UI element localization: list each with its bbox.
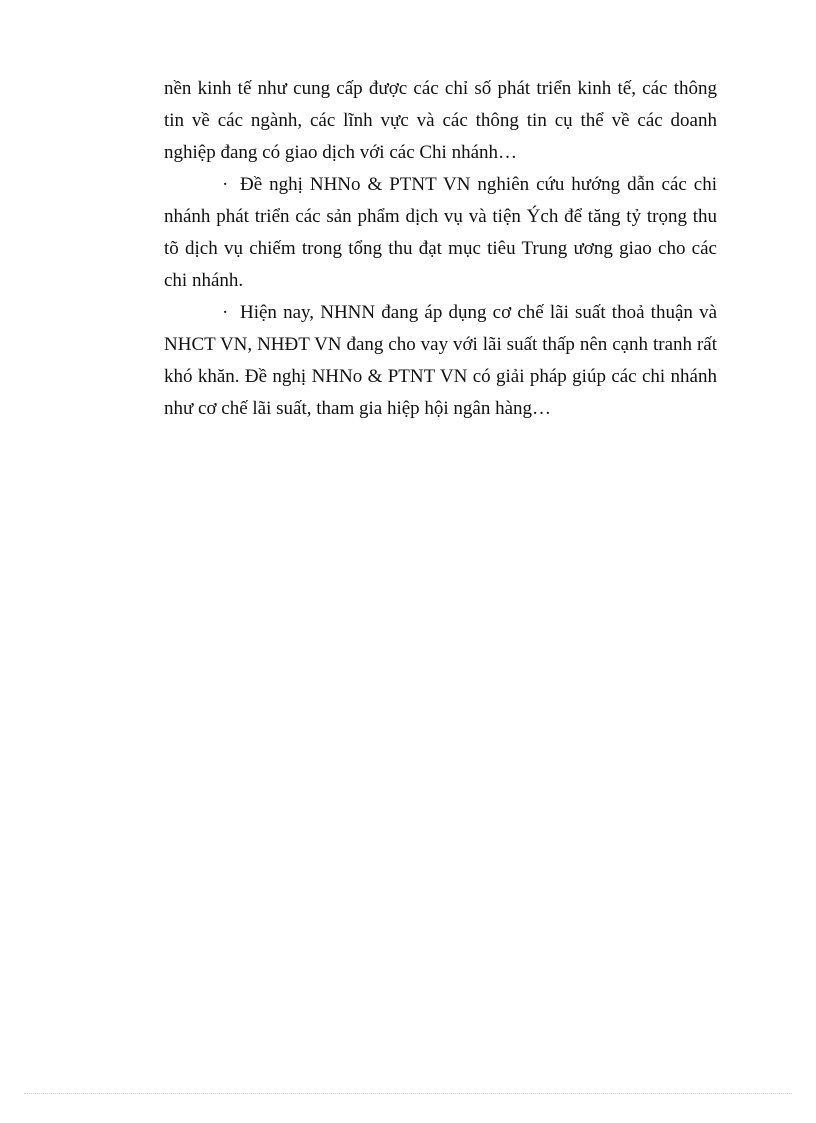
paragraph-recommendation-interest-rate	[164, 297, 717, 425]
paragraph-text: Đề nghị NHNo & PTNT VN nghiên cứu hướng dẫn các chi nhánh phát triển các sản phẩm dịch vụ và tiện Ých để tăng tỷ trọng thu tõ dịch vụ chiếm trong tổng thu đạt mục tiêu Trung ương giao cho các chi nhánh.	[164, 174, 717, 291]
bullet-dot: ·	[222, 174, 229, 195]
page-bottom-divider	[24, 1093, 792, 1094]
paragraph-recommendation-services	[164, 169, 717, 297]
body-text	[164, 73, 717, 425]
bullet-dot: ·	[222, 302, 229, 323]
paragraph-text: nền kinh tế như cung cấp được các chỉ số phát triển kinh tế, các thông tin về các ngành, các lĩnh vực và các thông tin cụ thể về các doanh nghiệp đang có giao dịch với các Chi nhánh…	[164, 78, 717, 163]
paragraph-text: Hiện nay, NHNN đang áp dụng cơ chế lãi suất thoả thuận và NHCT VN, NHĐT VN đang cho vay với lãi suất thấp nên cạnh tranh rất khó khăn. Đề nghị NHNo & PTNT VN có giải pháp giúp các chi nhánh như cơ chế lãi suất, tham gia hiệp hội ngân hàng…	[164, 302, 717, 419]
paragraph-continuation	[164, 73, 717, 169]
